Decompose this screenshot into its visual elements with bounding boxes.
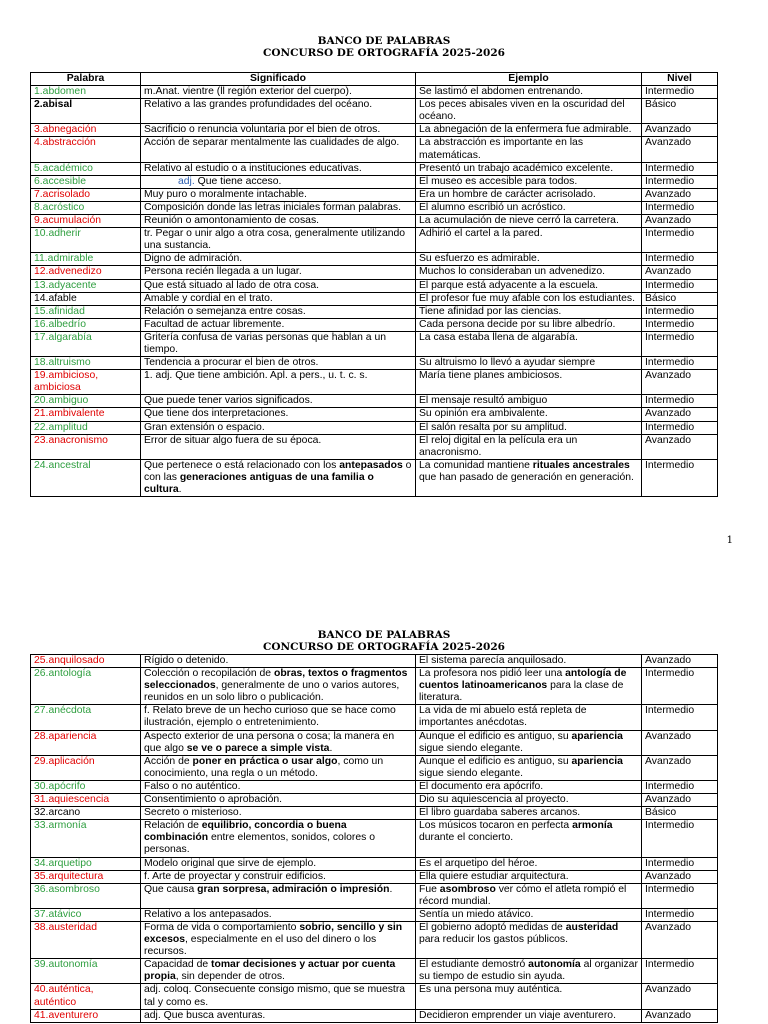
- word-cell: 34.arquetipo: [31, 857, 141, 870]
- example-cell: El mensaje resultó ambiguo: [416, 395, 642, 408]
- table-row: [31, 228, 718, 253]
- word-cell: 18.altruismo: [31, 357, 141, 370]
- meaning-cell: adj. Que tiene acceso.: [141, 175, 416, 188]
- example-cell: Cada persona decide por su libre albedrío.: [416, 318, 642, 331]
- meaning-cell: adj. coloq. Consecuente consigo mismo, que se muestra tal y como es.: [141, 984, 416, 1009]
- example-cell: Aunque el edificio es antiguo, su apariencia sigue siendo elegante.: [416, 755, 642, 780]
- example-cell: El salón resalta por su amplitud.: [416, 421, 642, 434]
- level-cell: Básico: [642, 99, 718, 124]
- word-cell: 9.acumulación: [31, 215, 141, 228]
- example-cell: Su altruismo lo llevó a ayudar siempre: [416, 357, 642, 370]
- table-row: [31, 188, 718, 201]
- table-row: [31, 318, 718, 331]
- table-row: [31, 959, 718, 984]
- table-row: [31, 124, 718, 137]
- meaning-cell: Que tiene dos interpretaciones.: [141, 408, 416, 421]
- word-cell: 19.ambicioso, ambiciosa: [31, 370, 141, 395]
- document-subtitle: CONCURSO DE ORTOGRAFÍA 2025-2026: [263, 641, 505, 653]
- table-row: [31, 408, 718, 421]
- header-significado: Significado: [141, 73, 416, 86]
- page-2: [0, 622, 768, 1024]
- word-cell: 3.abnegación: [31, 124, 141, 137]
- word-cell: 40.auténtica, auténtico: [31, 984, 141, 1009]
- table-row: [31, 780, 718, 793]
- example-cell: El sistema parecía anquilosado.: [416, 655, 642, 668]
- level-cell: Intermedio: [642, 86, 718, 99]
- word-cell: 22.amplitud: [31, 421, 141, 434]
- document-title: BANCO DE PALABRAS: [317, 35, 451, 47]
- level-cell: Avanzado: [642, 188, 718, 201]
- table-row: [31, 253, 718, 266]
- table-row: [31, 266, 718, 279]
- word-cell: 16.albedrío: [31, 318, 141, 331]
- level-cell: Intermedio: [642, 331, 718, 356]
- example-cell: Fue asombroso ver cómo el atleta rompió el récord mundial.: [416, 883, 642, 908]
- meaning-cell: Facultad de actuar libremente.: [141, 318, 416, 331]
- level-cell: Avanzado: [642, 370, 718, 395]
- word-cell: 26.antología: [31, 668, 141, 705]
- table-row: [31, 921, 718, 958]
- example-cell: El museo es accesible para todos.: [416, 175, 642, 188]
- word-cell: 14.afable: [31, 292, 141, 305]
- example-cell: El profesor fue muy afable con los estudiantes.: [416, 292, 642, 305]
- table-row: [31, 331, 718, 356]
- table-row: [31, 755, 718, 780]
- table-row: [31, 86, 718, 99]
- meaning-cell: Persona recién llegada a un lugar.: [141, 266, 416, 279]
- level-cell: Avanzado: [642, 408, 718, 421]
- example-cell: El alumno escribió un acróstico.: [416, 201, 642, 214]
- table-row: [31, 279, 718, 292]
- meaning-cell: Consentimiento o aprobación.: [141, 794, 416, 807]
- example-cell: Es el arquetipo del héroe.: [416, 857, 642, 870]
- table-row: [31, 215, 718, 228]
- example-cell: Dio su aquiescencia al proyecto.: [416, 794, 642, 807]
- example-cell: El estudiante demostró autonomía al organizar su tiempo de estudio sin ayuda.: [416, 959, 642, 984]
- example-cell: La abnegación de la enfermera fue admirable.: [416, 124, 642, 137]
- level-cell: Avanzado: [642, 137, 718, 162]
- example-cell: Adhirió el cartel a la pared.: [416, 228, 642, 253]
- word-cell: 29.aplicación: [31, 755, 141, 780]
- table-row: [31, 459, 718, 496]
- table-row: [31, 807, 718, 820]
- table-row: [31, 730, 718, 755]
- example-cell: Decidieron emprender un viaje aventurero.: [416, 1009, 642, 1022]
- document-title: BANCO DE PALABRAS: [317, 629, 451, 641]
- meaning-cell: tr. Pegar o unir algo a otra cosa, generalmente utilizando una sustancia.: [141, 228, 416, 253]
- example-cell: Su esfuerzo es admirable.: [416, 253, 642, 266]
- header-palabra: Palabra: [31, 73, 141, 86]
- level-cell: Intermedio: [642, 279, 718, 292]
- example-cell: Muchos lo consideraban un advenedizo.: [416, 266, 642, 279]
- table-row: [31, 370, 718, 395]
- meaning-cell: 1. adj. Que tiene ambición. Apl. a pers., u. t. c. s.: [141, 370, 416, 395]
- header-nivel: Nivel: [642, 73, 718, 86]
- word-cell: 41.aventurero: [31, 1009, 141, 1022]
- meaning-cell: Falso o no auténtico.: [141, 780, 416, 793]
- example-cell: La vida de mi abuelo está repleta de importantes anécdotas.: [416, 705, 642, 730]
- example-cell: Tiene afinidad por las ciencias.: [416, 305, 642, 318]
- word-cell: 28.apariencia: [31, 730, 141, 755]
- meaning-cell: Error de situar algo fuera de su época.: [141, 434, 416, 459]
- example-cell: El libro guardaba saberes arcanos.: [416, 807, 642, 820]
- example-cell: Los músicos tocaron en perfecta armonía durante el concierto.: [416, 820, 642, 857]
- table-row: [31, 137, 718, 162]
- meaning-cell: Acción de poner en práctica o usar algo, como un conocimiento, una regla o un método.: [141, 755, 416, 780]
- word-cell: 32.arcano: [31, 807, 141, 820]
- meaning-cell: Sacrificio o renuncia voluntaria por el bien de otros.: [141, 124, 416, 137]
- word-cell: 2.abisal: [31, 99, 141, 124]
- level-cell: Intermedio: [642, 395, 718, 408]
- table-header-row: [31, 73, 718, 86]
- level-cell: Avanzado: [642, 921, 718, 958]
- level-cell: Intermedio: [642, 883, 718, 908]
- meaning-cell: f. Arte de proyectar y construir edificios.: [141, 870, 416, 883]
- word-cell: 39.autonomía: [31, 959, 141, 984]
- meaning-cell: m.Anat. vientre (ll región exterior del cuerpo).: [141, 86, 416, 99]
- example-cell: Se lastimó el abdomen entrenando.: [416, 86, 642, 99]
- level-cell: Avanzado: [642, 655, 718, 668]
- example-cell: Ella quiere estudiar arquitectura.: [416, 870, 642, 883]
- meaning-cell: Secreto o misterioso.: [141, 807, 416, 820]
- document-subtitle: CONCURSO DE ORTOGRAFÍA 2025-2026: [263, 47, 505, 59]
- word-cell: 38.austeridad: [31, 921, 141, 958]
- level-cell: Avanzado: [642, 755, 718, 780]
- example-cell: Aunque el edificio es antiguo, su apariencia sigue siendo elegante.: [416, 730, 642, 755]
- example-cell: La profesora nos pidió leer una antología de cuentos latinoamericanos para la clase de literatura.: [416, 668, 642, 705]
- level-cell: Intermedio: [642, 253, 718, 266]
- example-cell: Presentó un trabajo académico excelente.: [416, 162, 642, 175]
- word-cell: 4.abstracción: [31, 137, 141, 162]
- table-body-page-2: [31, 655, 718, 1023]
- table-row: [31, 162, 718, 175]
- example-cell: Los peces abisales viven en la oscuridad del océano.: [416, 99, 642, 124]
- table-row: [31, 794, 718, 807]
- level-cell: Avanzado: [642, 266, 718, 279]
- level-cell: Intermedio: [642, 459, 718, 496]
- level-cell: Intermedio: [642, 959, 718, 984]
- level-cell: Intermedio: [642, 318, 718, 331]
- word-cell: 27.anécdota: [31, 705, 141, 730]
- meaning-cell: Gritería confusa de varias personas que hablan a un tiempo.: [141, 331, 416, 356]
- word-cell: 24.ancestral: [31, 459, 141, 496]
- table-row: [31, 357, 718, 370]
- level-cell: Avanzado: [642, 730, 718, 755]
- word-cell: 21.ambivalente: [31, 408, 141, 421]
- word-cell: 37.atávico: [31, 908, 141, 921]
- meaning-cell: Gran extensión o espacio.: [141, 421, 416, 434]
- table-row: [31, 175, 718, 188]
- word-cell: 25.anquilosado: [31, 655, 141, 668]
- level-cell: Avanzado: [642, 434, 718, 459]
- level-cell: Intermedio: [642, 908, 718, 921]
- meaning-cell: Digno de admiración.: [141, 253, 416, 266]
- meaning-cell: Relativo a los antepasados.: [141, 908, 416, 921]
- page-number: 1: [726, 535, 733, 546]
- example-cell: La abstracción es importante en las matemáticas.: [416, 137, 642, 162]
- meaning-cell: Reunión o amontonamiento de cosas.: [141, 215, 416, 228]
- word-cell: 1.abdomen: [31, 86, 141, 99]
- word-cell: 8.acróstico: [31, 201, 141, 214]
- meaning-cell: Relativo al estudio o a instituciones educativas.: [141, 162, 416, 175]
- level-cell: Avanzado: [642, 984, 718, 1009]
- example-cell: La casa estaba llena de algarabía.: [416, 331, 642, 356]
- level-cell: Avanzado: [642, 794, 718, 807]
- meaning-cell: Aspecto exterior de una persona o cosa; la manera en que algo se ve o parece a simple vista.: [141, 730, 416, 755]
- meaning-cell: Que causa gran sorpresa, admiración o impresión.: [141, 883, 416, 908]
- level-cell: Intermedio: [642, 857, 718, 870]
- table-row: [31, 870, 718, 883]
- level-cell: Intermedio: [642, 228, 718, 253]
- word-cell: 10.adherir: [31, 228, 141, 253]
- table-row: [31, 883, 718, 908]
- level-cell: Avanzado: [642, 1009, 718, 1022]
- level-cell: Intermedio: [642, 305, 718, 318]
- example-cell: Era un hombre de carácter acrisolado.: [416, 188, 642, 201]
- meaning-cell: Que pertenece o está relacionado con los antepasados o con las generaciones antiguas de una familia o cultura.: [141, 459, 416, 496]
- level-cell: Avanzado: [642, 124, 718, 137]
- table-row: [31, 668, 718, 705]
- page-gap: [0, 560, 768, 622]
- example-cell: El reloj digital en la película era un anacronismo.: [416, 434, 642, 459]
- word-cell: 33.armonía: [31, 820, 141, 857]
- word-cell: 35.arquitectura: [31, 870, 141, 883]
- table-row: [31, 820, 718, 857]
- table-row: [31, 99, 718, 124]
- meaning-cell: Modelo original que sirve de ejemplo.: [141, 857, 416, 870]
- table-row: [31, 857, 718, 870]
- word-table-page-1: [30, 72, 718, 497]
- word-cell: 36.asombroso: [31, 883, 141, 908]
- meaning-cell: adj. Que busca aventuras.: [141, 1009, 416, 1022]
- level-cell: Básico: [642, 292, 718, 305]
- level-cell: Intermedio: [642, 780, 718, 793]
- level-cell: Intermedio: [642, 162, 718, 175]
- meaning-cell: Colección o recopilación de obras, textos o fragmentos seleccionados, generalmente de uno o varios autores, reunidos en un solo libro o publicación.: [141, 668, 416, 705]
- table-row: [31, 705, 718, 730]
- table-row: [31, 395, 718, 408]
- meaning-cell: Forma de vida o comportamiento sobrio, sencillo y sin excesos, especialmente en el uso del dinero o los recursos.: [141, 921, 416, 958]
- word-cell: 11.admirable: [31, 253, 141, 266]
- example-cell: María tiene planes ambiciosos.: [416, 370, 642, 395]
- level-cell: Avanzado: [642, 215, 718, 228]
- meaning-cell: Relación o semejanza entre cosas.: [141, 305, 416, 318]
- word-cell: 17.algarabía: [31, 331, 141, 356]
- meaning-cell: Que está situado al lado de otra cosa.: [141, 279, 416, 292]
- example-cell: Su opinión era ambivalente.: [416, 408, 642, 421]
- word-cell: 20.ambiguo: [31, 395, 141, 408]
- meaning-cell: Composición donde las letras iniciales forman palabras.: [141, 201, 416, 214]
- table-row: [31, 908, 718, 921]
- word-cell: 6.accesible: [31, 175, 141, 188]
- word-cell: 5.académico: [31, 162, 141, 175]
- meaning-cell: Relación de equilibrio, concordia o buena combinación entre elementos, sonidos, colores o personas.: [141, 820, 416, 857]
- table-row: [31, 421, 718, 434]
- example-cell: La comunidad mantiene rituales ancestrales que han pasado de generación en generación.: [416, 459, 642, 496]
- word-cell: 31.aquiescencia: [31, 794, 141, 807]
- meaning-cell: Que puede tener varios significados.: [141, 395, 416, 408]
- level-cell: Intermedio: [642, 357, 718, 370]
- meaning-cell: Relativo a las grandes profundidades del océano.: [141, 99, 416, 124]
- word-cell: 23.anacronismo: [31, 434, 141, 459]
- level-cell: Intermedio: [642, 820, 718, 857]
- meaning-cell: Acción de separar mentalmente las cualidades de algo.: [141, 137, 416, 162]
- table-body-page-1: [31, 86, 718, 497]
- table-row: [31, 434, 718, 459]
- meaning-cell: Rígido o detenido.: [141, 655, 416, 668]
- word-table-page-2: [30, 654, 718, 1023]
- level-cell: Intermedio: [642, 175, 718, 188]
- meaning-cell: Tendencia a procurar el bien de otros.: [141, 357, 416, 370]
- meaning-cell: Muy puro o moralmente intachable.: [141, 188, 416, 201]
- table-row: [31, 292, 718, 305]
- word-cell: 12.advenedizo: [31, 266, 141, 279]
- example-cell: Sentía un miedo atávico.: [416, 908, 642, 921]
- example-cell: El documento era apócrifo.: [416, 780, 642, 793]
- table-row: [31, 305, 718, 318]
- level-cell: Básico: [642, 807, 718, 820]
- level-cell: Intermedio: [642, 705, 718, 730]
- table-row: [31, 201, 718, 214]
- meaning-cell: f. Relato breve de un hecho curioso que se hace como ilustración, ejemplo o entretenimiento.: [141, 705, 416, 730]
- level-cell: Intermedio: [642, 421, 718, 434]
- meaning-cell: Amable y cordial en el trato.: [141, 292, 416, 305]
- header-ejemplo: Ejemplo: [416, 73, 642, 86]
- example-cell: El gobierno adoptó medidas de austeridad para reducir los gastos públicos.: [416, 921, 642, 958]
- level-cell: Avanzado: [642, 870, 718, 883]
- table-row: [31, 1009, 718, 1022]
- word-cell: 13.adyacente: [31, 279, 141, 292]
- level-cell: Intermedio: [642, 668, 718, 705]
- example-cell: Es una persona muy auténtica.: [416, 984, 642, 1009]
- word-cell: 15.afinidad: [31, 305, 141, 318]
- level-cell: Intermedio: [642, 201, 718, 214]
- example-cell: El parque está adyacente a la escuela.: [416, 279, 642, 292]
- example-cell: La acumulación de nieve cerró la carretera.: [416, 215, 642, 228]
- meaning-cell: Capacidad de tomar decisiones y actuar por cuenta propia, sin depender de otros.: [141, 959, 416, 984]
- word-cell: 7.acrisolado: [31, 188, 141, 201]
- word-cell: 30.apócrifo: [31, 780, 141, 793]
- table-row: [31, 984, 718, 1009]
- table-row: [31, 655, 718, 668]
